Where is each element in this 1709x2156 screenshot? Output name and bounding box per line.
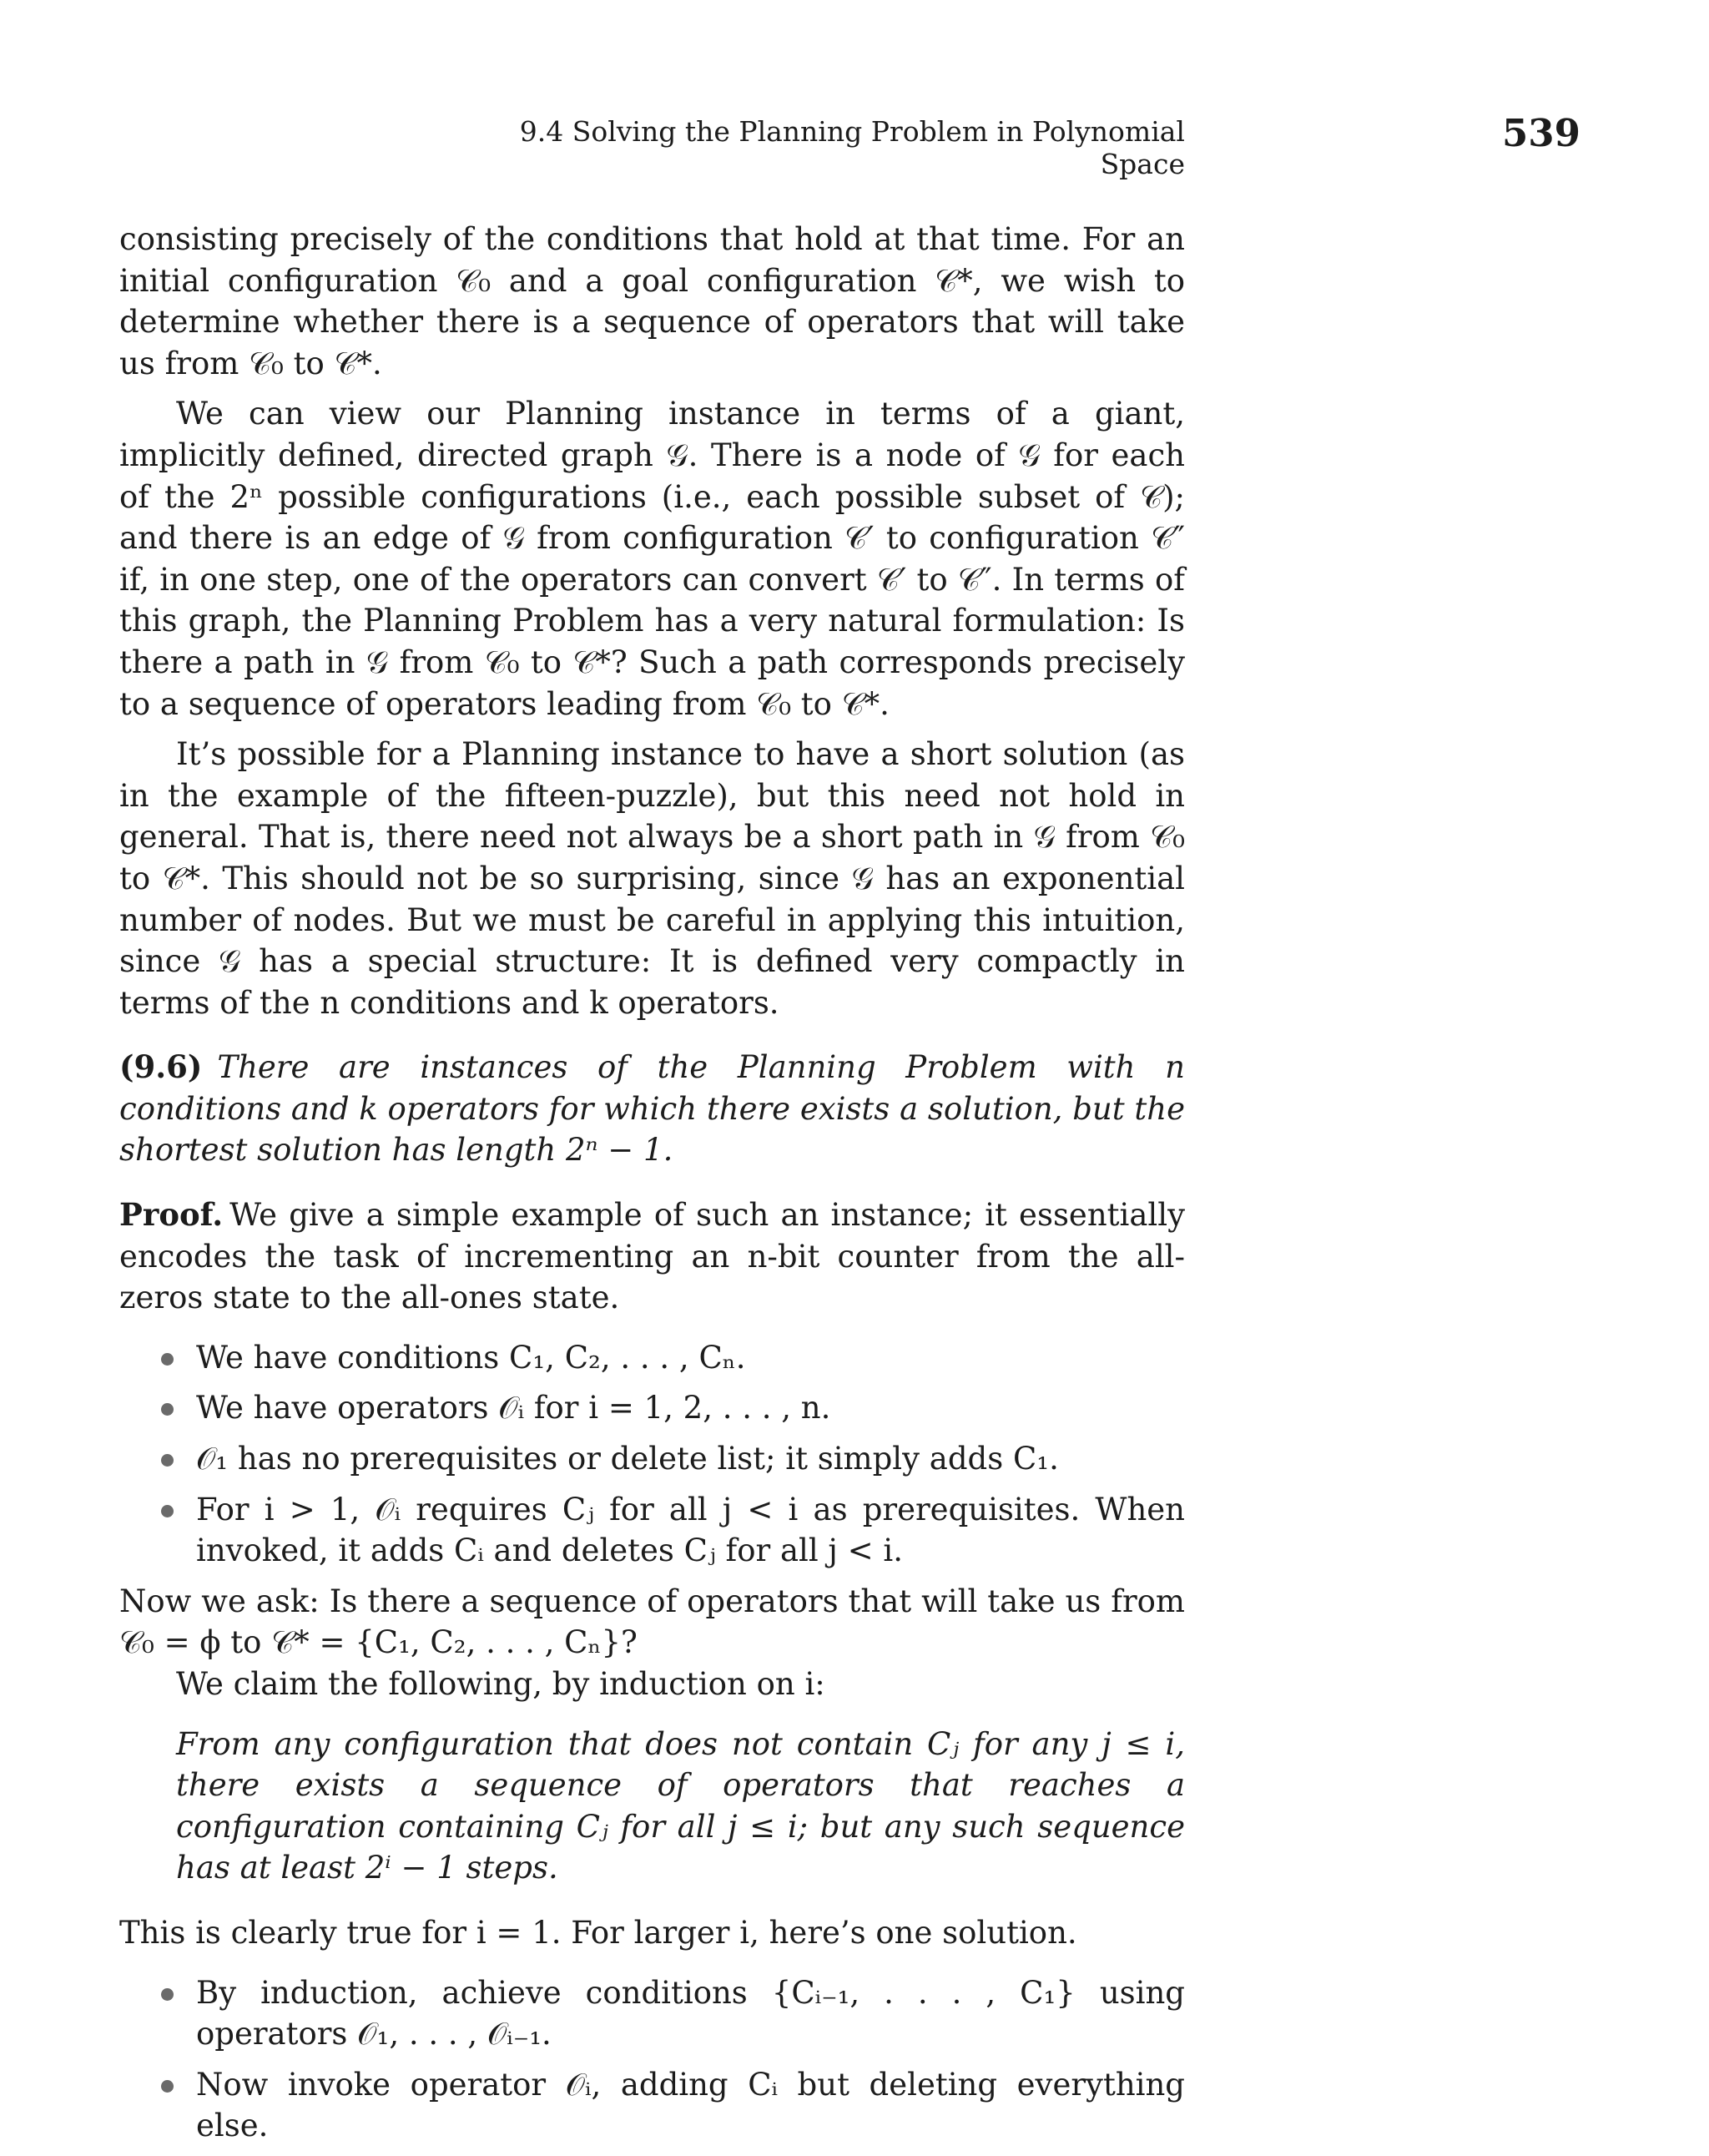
list-item: 𝒪₁ has no prerequisites or delete list; it simply adds C₁.: [119, 1438, 1185, 1480]
page-number: 539: [1502, 111, 1580, 155]
list-item: By induction, achieve conditions {Cᵢ₋₁, . . . , C₁} using operators 𝒪₁, . . . , 𝒪ᵢ₋₁.: [119, 1972, 1185, 2055]
theorem-number: (9.6): [119, 1048, 203, 1086]
proof-intro: [119, 1194, 1185, 1319]
theorem-statement: There are instances of the Planning Problem with n conditions and k operators for which there exists a solution, but the shortest solution has length 2ⁿ − 1.: [119, 1049, 1185, 1169]
list-item: We have conditions C₁, C₂, . . . , Cₙ.: [119, 1337, 1185, 1379]
bullet-icon: [161, 1988, 174, 2001]
bullet-icon: [161, 2080, 174, 2093]
bullet-icon: [161, 1353, 174, 1366]
list-item: For i > 1, 𝒪ᵢ requires Cⱼ for all j < i as prerequisites. When invoked, it adds Cᵢ and deletes Cⱼ for all j < i.: [119, 1489, 1185, 1572]
list-item: Now invoke operator 𝒪ᵢ, adding Cᵢ but deleting everything else.: [119, 2064, 1185, 2147]
running-header: 9.4 Solving the Planning Problem in Polynomial Space: [519, 115, 1185, 180]
claim-intro: We claim the following, by induction on i:: [176, 1666, 825, 1702]
bullet-icon: [161, 1454, 174, 1467]
bullet-icon: [161, 1403, 174, 1416]
question-paragraph: Now we ask: Is there a sequence of operators that will take us from 𝒞₀ = ϕ to 𝒞* = {C₁, C₂, . . . , Cₙ}?: [119, 1583, 1185, 1661]
paragraph-1: consisting precisely of the conditions that hold at that time. For an initial configuration 𝒞₀ and a goal configuration 𝒞*, we wish to determine whether there is a sequence of operators that will take us from 𝒞₀ to 𝒞*.: [119, 221, 1185, 381]
paragraph-3: It’s possible for a Planning instance to have a short solution (as in the example of the fifteen-puzzle), but this need not hold in general. That is, there need not always be a short path in 𝒢 from 𝒞₀ to 𝒞*. This should not be so surprising, since 𝒢 has an exponential number of nodes. But we must be careful in applying this intuition, since 𝒢 has a special structure: It is defined very compactly in terms of the n conditions and k operators.: [119, 736, 1185, 1021]
instance-definition-list: [119, 1337, 1185, 1572]
induction-claim: From any configuration that does not contain Cⱼ for any j ≤ i, there exists a sequence of operators that reaches a configuration containing Cⱼ for all j ≤ i; but any such sequence has at least 2ⁱ − 1 steps.: [176, 1725, 1185, 1886]
bullet-icon: [161, 1505, 174, 1517]
theorem-9-6: [119, 1047, 1185, 1171]
proof-label: Proof.: [119, 1196, 224, 1234]
proof-intro-text: We give a simple example of such an instance; it essentially encodes the task of incrementing an n-bit counter from the all-zeros state to the all-ones state.: [119, 1197, 1185, 1316]
base-case-paragraph: This is clearly true for i = 1. For larger i, here’s one solution.: [119, 1914, 1077, 1951]
solution-steps-list: [119, 1972, 1185, 2147]
paragraph-2: We can view our Planning instance in terms of a giant, implicitly defined, directed graph 𝒢. There is a node of 𝒢 for each of the 2ⁿ possible configurations (i.e., each possible subset of 𝒞); and there is an edge of 𝒢 from configuration 𝒞′ to configuration 𝒞″ if, in one step, one of the operators can convert 𝒞′ to 𝒞″. In terms of this graph, the Planning Problem has a very natural formulation: Is there a path in 𝒢 from 𝒞₀ to 𝒞*? Such a path corresponds precisely to a sequence of operators leading from 𝒞₀ to 𝒞*.: [119, 396, 1185, 722]
page-body: [119, 219, 1185, 2156]
list-item: We have operators 𝒪ᵢ for i = 1, 2, . . . , n.: [119, 1387, 1185, 1429]
